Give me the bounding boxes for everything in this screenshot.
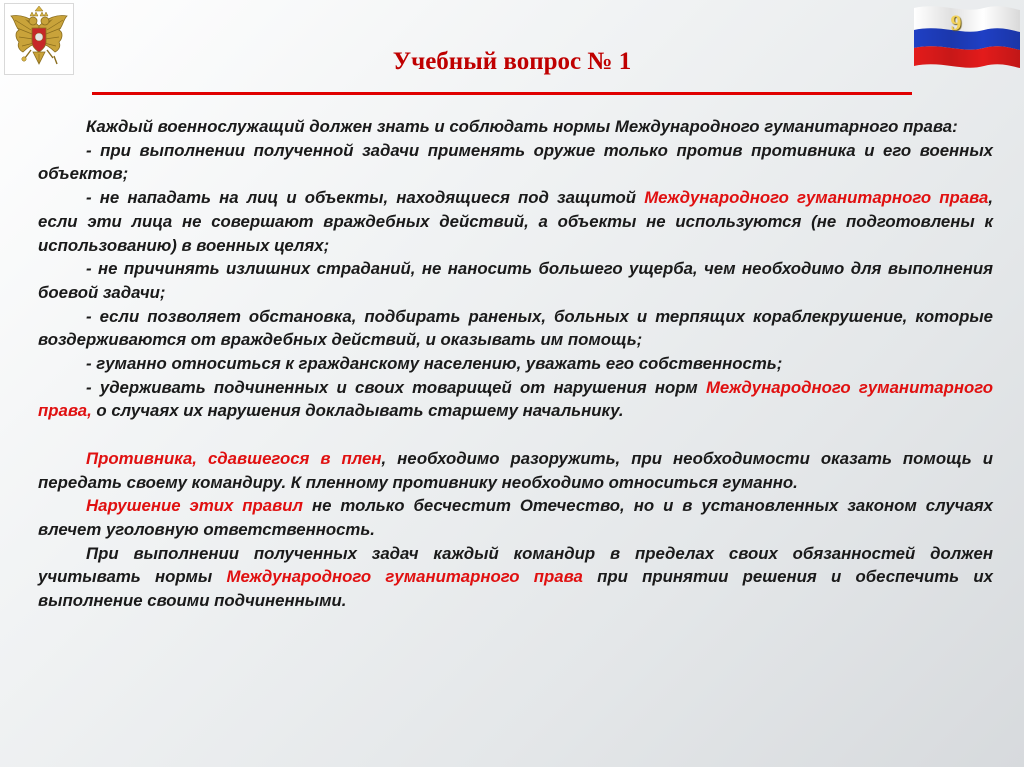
- suffering-text: - не причинять излишних страданий, не наносить большего ущерба, чем необходимо для выполнения боевой задачи;: [38, 259, 993, 302]
- paragraph-prisoners: [38, 447, 993, 494]
- commander-text-a: При выполнении полученных задач каждый командир в пределах своих обязанностей должен учитывать нормы: [38, 543, 993, 587]
- body-text: [38, 115, 993, 613]
- prisoners-highlight: Противника, сдавшегося в плен: [86, 448, 382, 468]
- rule-violation-highlight: Нарушение этих правил: [86, 496, 303, 516]
- weapon-use-text: - при выполнении полученной задачи применять оружие только против противника и его военных объектов;: [38, 140, 993, 184]
- paragraph-commander: [38, 542, 993, 613]
- protected-persons-highlight: Международного гуманитарного права: [644, 188, 989, 208]
- prisoners-text: , необходимо разоружить, при необходимости оказать помощь и передать своему командиру. К пленному противнику необходимо относиться гуманно.: [38, 448, 993, 492]
- page-number: 9: [950, 10, 962, 35]
- paragraph-spacer: [38, 423, 993, 447]
- paragraph-civilians: [38, 352, 993, 376]
- violations-text-a: - удерживать подчиненных и своих товарищей от нарушения норм: [86, 377, 706, 397]
- rule-violation-text: не только бесчестит Отечество, но и в установленных законом случаях влечет уголовную ответственность.: [38, 496, 993, 539]
- paragraph-wounded: [38, 305, 993, 352]
- paragraph-violations: [38, 376, 993, 423]
- civilians-text: - гуманно относиться к гражданскому населению, уважать его собственность;: [86, 354, 783, 374]
- page-title: Учебный вопрос № 1: [392, 48, 632, 75]
- paragraph-intro: [38, 115, 993, 139]
- paragraph-protected-persons: [38, 186, 993, 257]
- paragraph-weapon-use: [38, 139, 993, 186]
- intro-text: Каждый военнослужащий должен знать и соблюдать нормы Международного гуманитарного права:: [86, 117, 958, 136]
- paragraph-rule-violation: [38, 494, 993, 541]
- title-underline: [92, 92, 912, 95]
- violations-highlight: Международного гуманитарного права,: [38, 377, 993, 421]
- paragraph-suffering: [38, 257, 993, 304]
- commander-highlight: Международного гуманитарного права: [226, 567, 583, 587]
- protected-persons-text-a: - не нападать на лиц и объекты, находящиеся под защитой: [86, 188, 645, 208]
- violations-text-b: о случаях их нарушения докладывать старшему начальнику.: [91, 401, 624, 421]
- wounded-text: - если позволяет обстановка, подбирать раненых, больных и терпящих кораблекрушение, которые воздерживаются от враждебных действий, и оказывать им помощь;: [38, 306, 993, 350]
- protected-persons-text-b: , если эти лица не совершают враждебных действий, а объекты не используются (не подготовлены к использованию) в военных целях;: [38, 188, 993, 255]
- commander-text-b: при принятии решения и обеспечить их выполнение своими подчиненными.: [38, 567, 993, 611]
